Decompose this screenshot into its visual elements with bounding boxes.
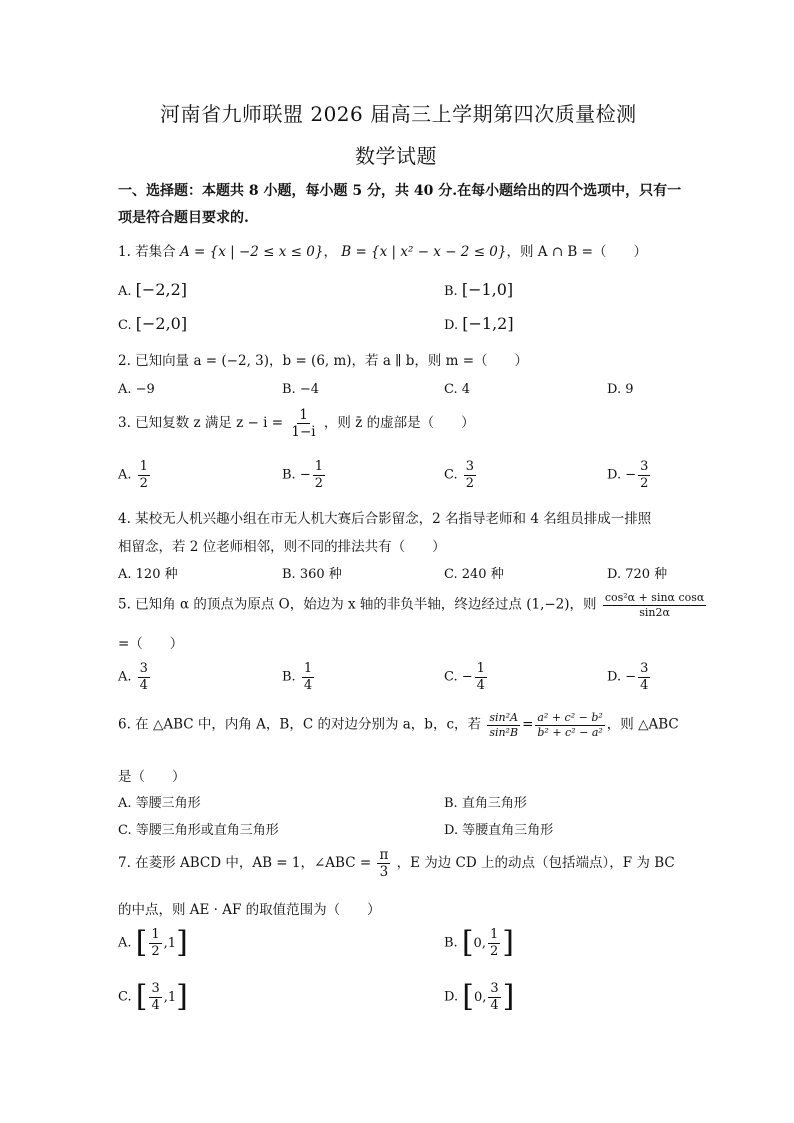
q1-option-b: B. [−1,0] (444, 280, 514, 299)
q6-option-a: A. 等腰三角形 (118, 796, 201, 811)
q3-stem-pre: 3. 已知复数 z 满足 z − i = (118, 415, 284, 432)
q5-fraction: $\frac{\text{cos²α + sinα cosα}}{\sin 2\alpha}$ (604, 591, 705, 619)
q3-option-c: C. $\frac{3}{2}$ (444, 459, 475, 491)
q4-stem-line2: 相留念，若 2 位老师相邻，则不同的排法共有（ ） (118, 539, 446, 555)
q7-option-d: D. [ 0, $\frac{3}{4}$ ] (444, 979, 515, 1015)
q3-stem (118, 408, 475, 439)
q1-option-d: D. [−1,2] (444, 314, 514, 333)
q4-option-c: C. 240 种 (444, 567, 504, 582)
q7-option-c: C. [ $\frac{3}{4}$ ,1 ] (118, 979, 188, 1015)
q6-stem-line2: 是（ ） (118, 769, 186, 785)
q6-option-c: C. 等腰三角形或直角三角形 (118, 823, 279, 838)
q3-option-a: A. $\frac{1}{2}$ (118, 459, 148, 491)
q1-set-a: A = {x | −2 ≤ x ≤ 0} (179, 244, 324, 260)
section-heading-line2: 项是符合题目要求的. (118, 210, 249, 226)
q3-option-d: D. − $\frac{3}{2}$ (607, 459, 649, 491)
q6-stem-pre: 6. 在 △ABC 中，内角 A，B，C 的对边分别为 a，b，c，若 (118, 716, 482, 733)
q5-option-a: A. $\frac{3}{4}$ (118, 661, 148, 693)
q2-option-c: C. 4 (444, 382, 471, 397)
q5-option-d: D. − $\frac{3}{4}$ (607, 661, 649, 693)
q6-fraction-sin: $\frac{\text{sin²A}}{\text{sin²B}}$ (489, 711, 519, 739)
q6-stem-line1: 6. 在 △ABC 中，内角 A，B，C 的对边分别为 a，b，c，若 $\frac{\text{sin²A}}{\text{sin²B}}$ = $\frac{\text{a² + c² − b²}}{\text{b² + c² − a²}}$ ，则 △ABC (118, 711, 679, 739)
q5-option-c: C. − $\frac{1}{4}$ (444, 661, 485, 693)
q4-option-a: A. 120 种 (118, 567, 178, 582)
q7-option-a: A. [ $\frac{1}{2}$ ,1 ] (118, 925, 188, 961)
q3-stem-post: ，则 z̄ 的虚部是（ ） (323, 415, 475, 432)
q7-stem-line1 (118, 848, 675, 879)
section-heading-line1: 一、选择题：本题共 8 小题，每小题 5 分，共 40 分.在每小题给出的四个选项中，只有一 (118, 183, 682, 199)
q4-option-d: D. 720 种 (607, 567, 668, 582)
q3-option-b: B. − $\frac{1}{2}$ (282, 459, 323, 491)
q2-stem: 2. 已知向量 a = (−2, 3)，b = (6, m)，若 a ∥ b，则 m =（ ） (118, 353, 529, 369)
doc-subtitle: 数学试题 (355, 144, 437, 168)
q6-option-b: B. 直角三角形 (444, 796, 527, 811)
q2-option-d: D. 9 (607, 382, 634, 397)
q1-set-b: B = {x | x² − x − 2 ≤ 0} (341, 244, 507, 260)
q5-stem-line1 (118, 592, 708, 618)
q1-stem: 1. 若集合 A = {x | −2 ≤ x ≤ 0}， B = {x | x² − x − 2 ≤ 0}，则 A ∩ B =（ ） (118, 244, 647, 260)
q1-option-c: C. [−2,0] (118, 314, 188, 333)
q1-option-a: A. [−2,2] (118, 280, 188, 299)
q1-stem-post: ，则 A ∩ B =（ ） (506, 244, 647, 260)
q7-stem-pre: 7. 在菱形 ABCD 中，AB = 1，∠ABC = (118, 855, 372, 872)
q2-option-a: A. −9 (118, 382, 155, 397)
q4-stem-line1: 4. 某校无人机兴趣小组在市无人机大赛后合影留念，2 名指导老师和 4 名组员排成一排照 (118, 511, 652, 527)
q6-fraction-sides: $\frac{\text{a² + c² − b²}}{\text{b² + c² − a²}}$ (537, 711, 603, 739)
q6-option-d: D. 等腰直角三角形 (444, 823, 554, 838)
q5-stem-line2: =（ ） (118, 636, 184, 652)
q2-option-b: B. −4 (282, 382, 319, 397)
q4-option-b: B. 360 种 (282, 567, 342, 582)
doc-title: 河南省九师联盟 2026 届高三上学期第四次质量检测 (160, 102, 637, 126)
q6-stem-post: ，则 △ABC (606, 716, 679, 733)
q3-fraction: $\frac{1}{1-i}$ (291, 407, 316, 441)
q5-stem-text: 5. 已知角 α 的顶点为原点 O，始边为 x 轴的非负半轴，终边经过点 (1,−2)，则 (118, 596, 597, 613)
q7-stem-post: ，E 为边 CD 上的动点（包括端点），F 为 BC (396, 855, 675, 872)
q5-option-b: B. $\frac{1}{4}$ (282, 661, 313, 693)
q1-stem-pre: 1. 若集合 (118, 244, 176, 260)
q7-stem-line2: 的中点，则 AE · AF 的取值范围为（ ） (118, 902, 381, 918)
q7-option-b: B. [ 0, $\frac{1}{2}$ ] (444, 925, 514, 961)
q7-fraction: $\frac{\pi}{3}$ (379, 847, 389, 881)
